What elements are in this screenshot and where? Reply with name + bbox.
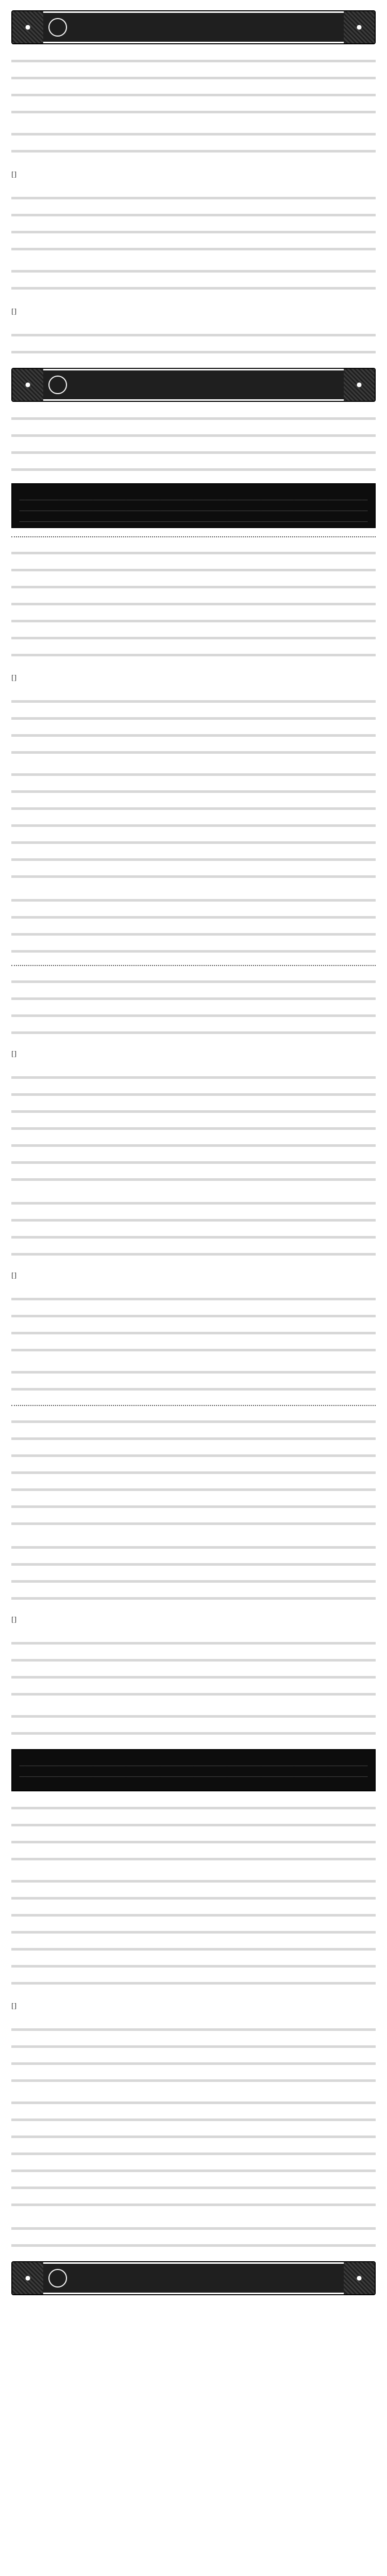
ornament-icon xyxy=(344,2262,375,2294)
verse-source-label xyxy=(11,1050,16,1058)
body-paragraph xyxy=(11,1539,376,1605)
body-paragraph xyxy=(11,1195,376,1261)
ornament-icon xyxy=(12,2262,43,2294)
section-divider xyxy=(11,1405,376,1406)
ornament-icon xyxy=(344,369,375,401)
verse-source-label xyxy=(11,1272,16,1280)
verse-source-label xyxy=(11,2003,16,2010)
body-paragraph xyxy=(11,1291,376,1357)
body-paragraph xyxy=(11,327,376,361)
verse-source-label xyxy=(11,171,16,179)
body-paragraph xyxy=(11,766,376,885)
body-paragraph xyxy=(11,2220,376,2254)
quoted-verse xyxy=(11,1046,376,1062)
body-paragraph xyxy=(11,263,376,297)
footnote-line xyxy=(20,1755,367,1766)
quoted-verse xyxy=(11,1998,376,2014)
body-paragraph xyxy=(11,1873,376,1991)
body-paragraph xyxy=(11,1069,376,1188)
body-paragraph xyxy=(11,126,376,160)
body-paragraph xyxy=(11,2021,376,2087)
quoted-verse xyxy=(11,1268,376,1283)
footnote-box xyxy=(11,483,376,528)
body-paragraph xyxy=(11,1800,376,1866)
ayah-number-badge xyxy=(48,18,67,37)
quoted-verse xyxy=(11,167,376,182)
body-paragraph xyxy=(11,1635,376,1701)
body-paragraph xyxy=(11,1708,376,1742)
verse-source-label xyxy=(11,1616,16,1624)
ayah-number-badge xyxy=(48,2269,67,2287)
body-paragraph xyxy=(11,190,376,256)
ornament-icon xyxy=(12,369,43,401)
section-divider xyxy=(11,536,376,537)
footnote-line xyxy=(20,511,367,522)
body-paragraph xyxy=(11,892,376,958)
verse-banner xyxy=(11,10,376,44)
body-paragraph xyxy=(11,545,376,663)
body-paragraph xyxy=(11,53,376,118)
body-paragraph xyxy=(11,693,376,759)
ornament-icon xyxy=(12,11,43,43)
body-paragraph xyxy=(11,2094,376,2213)
section-divider xyxy=(11,965,376,966)
body-paragraph xyxy=(11,410,376,476)
quoted-verse xyxy=(11,1612,376,1628)
ayah-number-badge xyxy=(48,376,67,394)
quoted-verse xyxy=(11,670,376,686)
ornament-icon xyxy=(344,11,375,43)
footnote-line xyxy=(20,500,367,511)
verse-source-label xyxy=(11,308,16,316)
footnote-box xyxy=(11,1749,376,1791)
verse-source-label xyxy=(11,674,16,682)
body-paragraph xyxy=(11,1413,376,1532)
body-paragraph xyxy=(11,973,376,1039)
verse-banner xyxy=(11,2261,376,2295)
footnote-line xyxy=(20,1766,367,1777)
body-paragraph xyxy=(11,1364,376,1398)
verse-banner xyxy=(11,368,376,402)
quoted-verse xyxy=(11,304,376,319)
footnote-line xyxy=(20,489,367,500)
